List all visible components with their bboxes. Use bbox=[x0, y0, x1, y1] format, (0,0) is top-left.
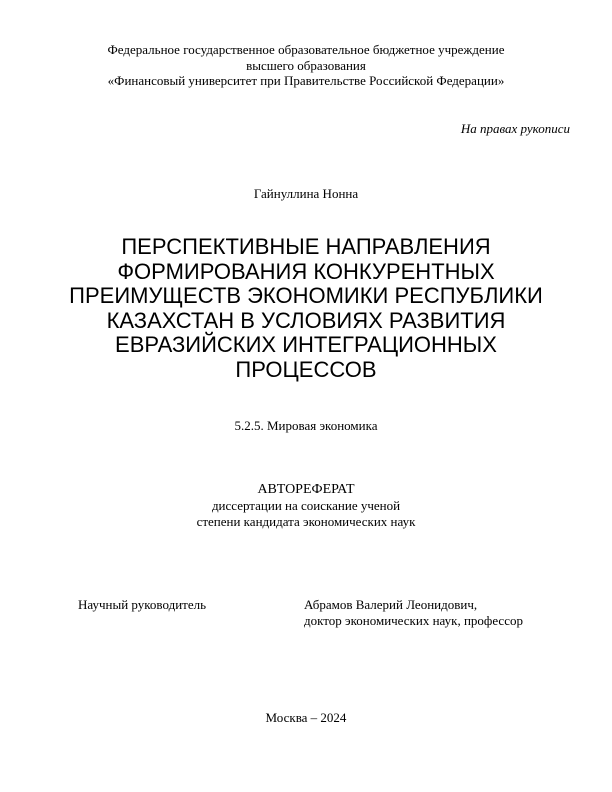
title-line-4: КАЗАХСТАН В УСЛОВИЯХ РАЗВИТИЯ bbox=[106, 307, 506, 333]
rights-note: На правах рукописи bbox=[460, 121, 570, 136]
city-year-footer: Москва – 2024 bbox=[265, 710, 347, 725]
title-line-1: ПЕРСПЕКТИВНЫЕ НАПРАВЛЕНИЯ bbox=[121, 234, 491, 259]
institution-line-2: высшего образования bbox=[246, 57, 366, 73]
institution-line-1: Федеральное государственное образовательное бюджетное учреждение bbox=[107, 42, 505, 57]
title-line-6: ПРОЦЕССОВ bbox=[235, 356, 377, 382]
document-type-line-2: степени кандидата экономических наук bbox=[196, 513, 416, 529]
author-name: Гайнуллина Нонна bbox=[253, 186, 359, 201]
document-type-heading: АВТОРЕФЕРАТ bbox=[257, 482, 355, 497]
institution-header bbox=[0, 42, 612, 89]
document-type bbox=[0, 482, 612, 529]
supervisor-credentials: доктор экономических наук, профессор bbox=[304, 613, 523, 628]
specialty-code: 5.2.5. Мировая экономика bbox=[234, 418, 378, 433]
institution-line-3: «Финансовый университет при Правительстве Российской Федерации» bbox=[107, 73, 505, 88]
title-line-3: ПРЕИМУЩЕСТВ ЭКОНОМИКИ РЕСПУБЛИКИ bbox=[69, 283, 543, 308]
document-type-line-1: диссертации на соискание ученой bbox=[211, 498, 401, 513]
title-line-2: ФОРМИРОВАНИЯ КОНКУРЕНТНЫХ bbox=[117, 258, 495, 284]
title-line-5: ЕВРАЗИЙСКИХ ИНТЕГРАЦИОННЫХ bbox=[115, 332, 497, 357]
supervisor-name: Абрамов Валерий Леонидович, bbox=[304, 597, 478, 612]
supervisor-label: Научный руководитель bbox=[78, 597, 207, 612]
dissertation-title bbox=[0, 235, 612, 382]
supervisor-info bbox=[304, 597, 523, 629]
